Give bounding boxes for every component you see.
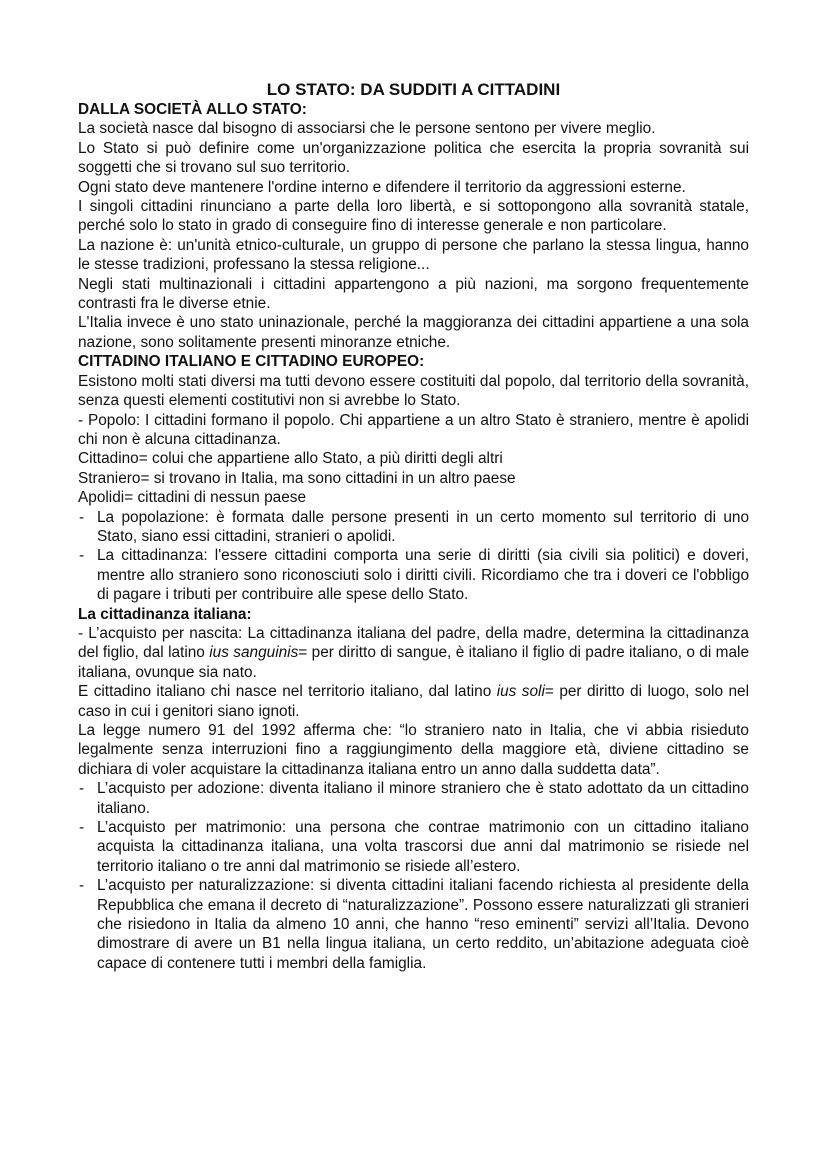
latin-term: ius sanguinis [209, 644, 299, 662]
definition-line: Straniero= si trovano in Italia, ma sono cittadini in un altro paese [78, 469, 516, 487]
paragraph: Negli stati multinazionali i cittadini appartengono a più nazioni, ma sorgono frequentemente contrasti fra le diverse etnie. [78, 275, 749, 313]
list-item-text: La popolazione: è formata dalle persone presenti in un certo momento sul territorio di uno Stato, siano essi cittadini, stranieri o apolidi. [97, 508, 749, 545]
text-run: E cittadino italiano chi nasce nel territorio italiano, dal latino [78, 683, 497, 701]
paragraph: La nazione è: un'unità etnico-culturale, un gruppo di persone che parlano la stessa lingua, hanno le stesse tradizioni, professano la stessa religione... [78, 236, 749, 274]
bullet-dash: - [79, 780, 85, 798]
paragraph: La legge numero 91 del 1992 afferma che: “lo straniero nato in Italia, che vi abbia risieduto legalmente senza interruzioni fino a raggiungimento della maggiore età, diviene cittadino se dichiara di voler acquistare la cittadinanza italiana entro un anno dalla suddetta data”. [78, 722, 749, 778]
paragraph [78, 682, 749, 721]
paragraph: I singoli cittadini rinunciano a parte della loro libertà, e si sottopongono alla sovranità statale, perché solo lo stato in grado di conseguire fino di interesse generale e non particolare. [78, 198, 749, 235]
bullet-dash: - [79, 547, 85, 565]
list-item [78, 546, 749, 604]
section-heading-cittadinanza-italiana: La cittadinanza italiana: [78, 605, 252, 623]
section-heading-cittadino-europeo: CITTADINO ITALIANO E CITTADINO EUROPEO: [78, 353, 425, 371]
text-run: = per diritto di sangue, è italiano il figlio di padre italiano, o di male italiana, ovunque sia nato. [78, 644, 750, 681]
page-title: LO STATO: DA SUDDITI A CITTADINI [266, 80, 561, 99]
list-item [78, 779, 749, 818]
list-item-text: L’acquisto per adozione: diventa italiano il minore straniero che è stato adottato da un cittadino italiano. [97, 780, 749, 817]
list-item-text: L’acquisto per naturalizzazione: si diventa cittadini italiani facendo richiesta al presidente della Repubblica che emana il decreto di “naturalizzazione”. Possono essere naturalizzati gli stranieri che risiedono in Italia da almeno 10 anni, che hanno “reso eminenti” servizi all’Italia. Devono dimostrare di avere un B1 nella lingua italiana, un certo reddito, un’abitazione adeguata cioè capace di contenere tutti i membri della famiglia. [97, 877, 749, 972]
section-heading-societa-stato: DALLA SOCIETÀ ALLO STATO: [78, 101, 307, 118]
text-run: - L’acquisto per nascita: La cittadinanza italiana del padre, della madre, determina la cittadinanza del figlio, dal latino [78, 624, 749, 662]
paragraph: Esistono molti stati diversi ma tutti devono essere costituiti dal popolo, dal territorio della sovranità, senza questi elementi costitutivi non si avrebbe lo Stato. [78, 372, 749, 410]
bullet-list [78, 508, 749, 605]
paragraph [78, 624, 749, 682]
definition-line: Cittadino= colui che appartiene allo Stato, a più diritti degli altri [78, 450, 503, 468]
bullet-dash: - [79, 877, 85, 895]
definition-line: Apolidi= cittadini di nessun paese [78, 489, 307, 507]
paragraph: La società nasce dal bisogno di associarsi che le persone sentono per vivere meglio. [78, 120, 656, 138]
paragraph: L'Italia invece è uno stato uninazionale, perché la maggioranza dei cittadini appartiene a una sola nazione, sono solitamente presenti minoranze etniche. [78, 314, 749, 351]
list-item-text: L’acquisto per matrimonio: una persona che contrae matrimonio con un cittadino italiano acquista la cittadinanza italiana, una volta trascorsi due anni dal matrimonio se risiede nel territorio italiano o tre anni dal matrimonio se risiede all’estero. [97, 819, 749, 875]
bullet-list [78, 779, 749, 973]
paragraph: - Popolo: I cittadini formano il popolo. Chi appartiene a un altro Stato è straniero, mentre è apolidi chi non è alcuna cittadinanza. [78, 411, 749, 448]
bullet-dash: - [79, 508, 85, 526]
list-item-text: La cittadinanza: l'essere cittadini comporta una serie di diritti (sia civili sia politici) e doveri, mentre allo straniero sono riconosciuti solo i diritti civili. Ricordiamo che tra i doveri ce l'obbligo di pagare i tributi per contribuire alle spese dello Stato. [97, 547, 749, 604]
list-item [78, 818, 749, 876]
latin-term: ius soli [496, 683, 545, 701]
list-item [78, 876, 749, 973]
document-page [78, 80, 749, 973]
text-run: = per diritto di luogo, solo nel caso in cui i genitori siano ignoti. [78, 683, 749, 720]
list-item [78, 508, 749, 547]
paragraph: Lo Stato si può definire come un'organizzazione politica che esercita la propria sovranità sui soggetti che si trovano sul suo territorio. [78, 139, 749, 177]
bullet-dash: - [79, 819, 85, 837]
paragraph: Ogni stato deve mantenere l'ordine interno e difendere il territorio da aggressioni esterne. [78, 178, 686, 196]
